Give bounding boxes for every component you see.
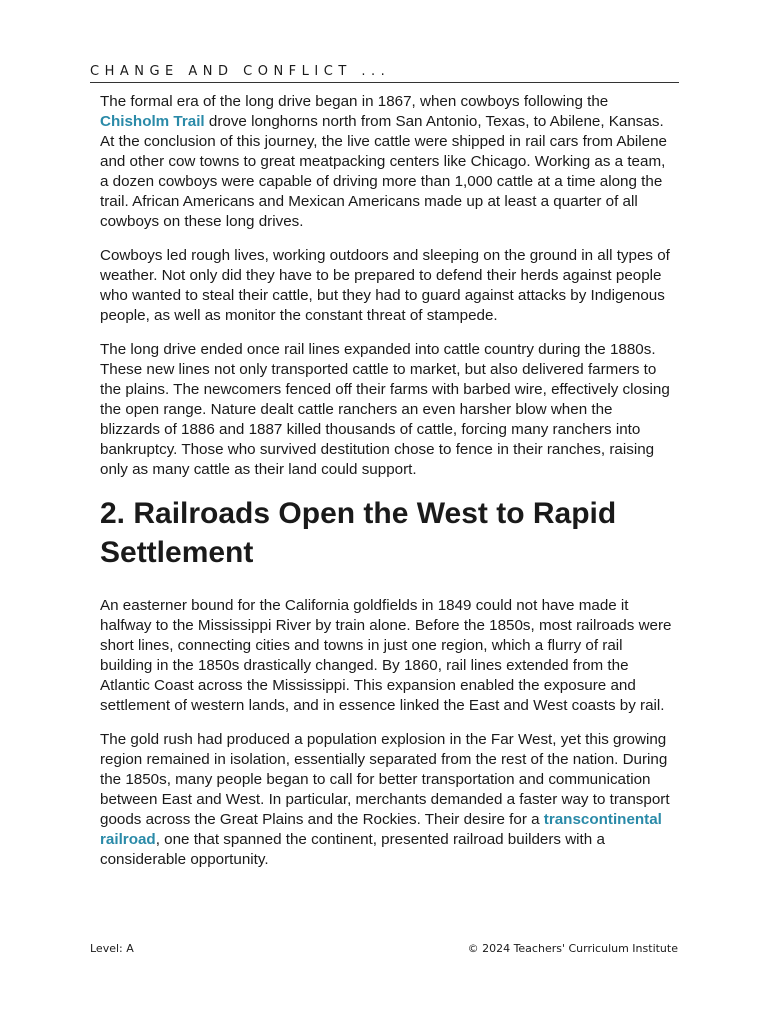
paragraph-end-of-long-drive: The long drive ended once rail lines expanded into cattle country during the 1880s. These new lines not only transported cattle to market, but also delivered farmers to the plains. The newcomers fenced off their farms with barbed wire, effectively closing the open range. Nature dealt cattle ranchers an even harsher blow when the blizzards of 1886 and 1887 killed thousands of cattle, forcing many ranchers into bankruptcy. Those who survived destitution chose to fence in their ranches, raising only as many cattle as their land could support. [100, 341, 670, 478]
page-content [100, 92, 672, 884]
term-transcontinental-railroad[interactable]: transcontinental railroad [100, 811, 662, 848]
paragraph-transcontinental [100, 730, 672, 870]
paragraph-cowboy-life: Cowboys led rough lives, working outdoors and sleeping on the ground in all types of weather. Not only did they have to be prepared to defend their herds against people who wanted to steal their cattle, but they had to guard against attacks by Indigenous people, as well as monitor the constant threat of stampede. [100, 247, 670, 324]
paragraph-text: , one that spanned the continent, presented railroad builders with a considerable opportunity. [100, 831, 605, 868]
running-header: CHANGE AND CONFLICT ... [90, 64, 679, 83]
section-heading: 2. Railroads Open the West to Rapid Settlement [100, 497, 617, 569]
footer-level: Level: A [90, 942, 134, 955]
paragraph-text: drove longhorns north from San Antonio, Texas, to Abilene, Kansas. At the conclusion of this journey, the live cattle were shipped in rail cars from Abilene and other cow towns to great meatpacking centers like Chicago. Working as a team, a dozen cowboys were capable of driving more than 1,000 cattle at a time along the trail. African Americans and Mexican Americans made up at least a quarter of all cowboys on these long drives. [100, 113, 668, 230]
paragraph-rail-expansion: An easterner bound for the California goldfields in 1849 could not have made it halfway to the Mississippi River by train alone. Before the 1850s, most railroads were short lines, connecting cities and towns in just one region, which a flurry of rail building in the 1850s drastically changed. By 1860, rail lines extended from the Atlantic Coast across the Mississippi. This expansion enabled the exposure and settlement of western lands, and in essence linked the East and West coasts by rail. [100, 597, 672, 714]
footer-copyright: © 2024 Teachers' Curriculum Institute [467, 942, 678, 955]
paragraph-text: The formal era of the long drive began in 1867, when cowboys following the [100, 93, 609, 110]
paragraph-text: The gold rush had produced a population explosion in the Far West, yet this growing region remained in isolation, essentially separated from the rest of the nation. During the 1850s, many people began to call for better transportation and communication between East and West. In particular, merchants demanded a faster way to transport goods across the Great Plains and the Rockies. Their desire for a [100, 731, 670, 828]
term-chisholm-trail[interactable]: Chisholm Trail [100, 113, 205, 130]
paragraph-long-drive [100, 92, 672, 232]
